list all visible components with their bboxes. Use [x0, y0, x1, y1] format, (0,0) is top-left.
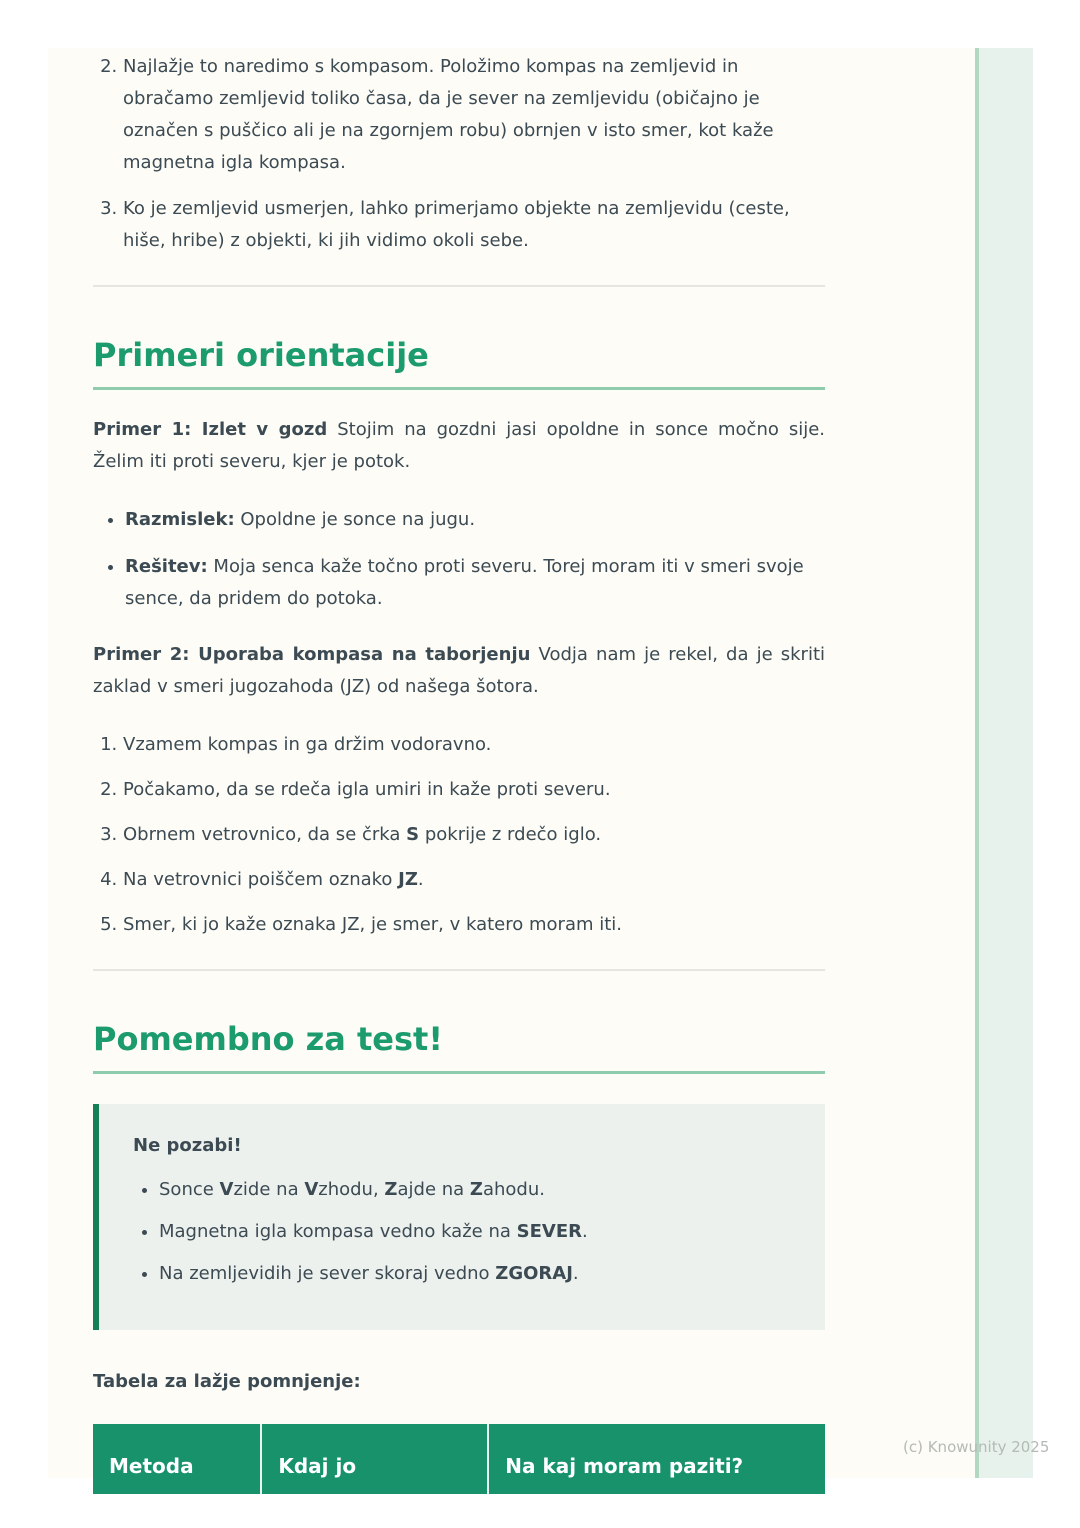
- column-header-kdaj-jo: Kdaj jo: [261, 1424, 488, 1494]
- section-divider: [93, 969, 825, 971]
- resitev-item: • Rešitev: Moja senca kaže točno proti severu. Torej moram iti v smeri svoje sence, da pridem do potoka.: [125, 551, 825, 615]
- step-item: 2. Počakamo, da se rdeča igla umiri in kaže proti severu.: [123, 774, 825, 806]
- step-item: 5. Smer, ki jo kaže oznaka JZ, je smer, v katero moram iti.: [123, 909, 825, 941]
- primer2-paragraph: Primer 2: Uporaba kompasa na taborjenju Vodja nam je rekel, da je skriti zaklad v smeri jugozahoda (JZ) od našega šotora.: [93, 644, 826, 697]
- intro-item-2: 2. Najlažje to naredimo s kompasom. Položimo kompas na zemljevid in obračamo zemljevid toliko časa, da je sever na zemljevidu (običajno je označen s puščico ali je na zgornjem robu) obrnjen v isto smer, kot kaže magnetna igla kompasa.: [123, 51, 825, 179]
- razmislek-item: • Razmislek: Opoldne je sonce na jugu.: [125, 504, 825, 536]
- intro-item-3: 3. Ko je zemljevid usmerjen, lahko primerjamo objekte na zemljevidu (ceste, hiše, hribe) z objekti, ki jih vidimo okoli sebe.: [123, 193, 825, 257]
- memory-table: [93, 1424, 825, 1494]
- step-item: 3. Obrnem vetrovnico, da se črka S pokrije z rdečo iglo.: [123, 819, 825, 851]
- table-intro: Tabela za lažje pomnjenje:: [93, 1371, 361, 1392]
- page-card: [48, 48, 1033, 1478]
- copyright-footer: (c) Knowunity 2025: [903, 1438, 1050, 1456]
- callout-list: [133, 1174, 795, 1290]
- callout-item: • Sonce Vzide na Vzhodu, Zajde na Zahodu.: [159, 1174, 795, 1206]
- primer1-paragraph: Primer 1: Izlet v gozd Stojim na gozdni jasi opoldne in sonce močno sije. Želim iti proti severu, kjer je potok.: [93, 419, 825, 472]
- compass-steps-list: [93, 729, 825, 941]
- callout-title: Ne pozabi!: [133, 1135, 242, 1156]
- step-item: 4. Na vetrovnici poiščem oznako JZ.: [123, 864, 825, 896]
- table-header-row: [93, 1424, 825, 1494]
- note-callout: [93, 1104, 825, 1330]
- callout-item: • Magnetna igla kompasa vedno kaže na SEVER.: [159, 1216, 795, 1248]
- step-item: 1. Vzamem kompas in ga držim vodoravno.: [123, 729, 825, 761]
- side-strip: [975, 48, 1033, 1478]
- example-bullet-list: [93, 504, 825, 615]
- section-divider: [93, 285, 825, 287]
- column-header-na-kaj-moram-paziti: Na kaj moram paziti?: [488, 1424, 825, 1494]
- pomembno-heading: Pomembno za test!: [93, 1019, 825, 1074]
- callout-item: • Na zemljevidih je sever skoraj vedno ZGORAJ.: [159, 1258, 795, 1290]
- intro-list: [93, 51, 825, 257]
- column-header-metoda: Metoda: [93, 1424, 261, 1494]
- primeri-heading: Primeri orientacije: [93, 335, 825, 390]
- content-column: [93, 48, 825, 1494]
